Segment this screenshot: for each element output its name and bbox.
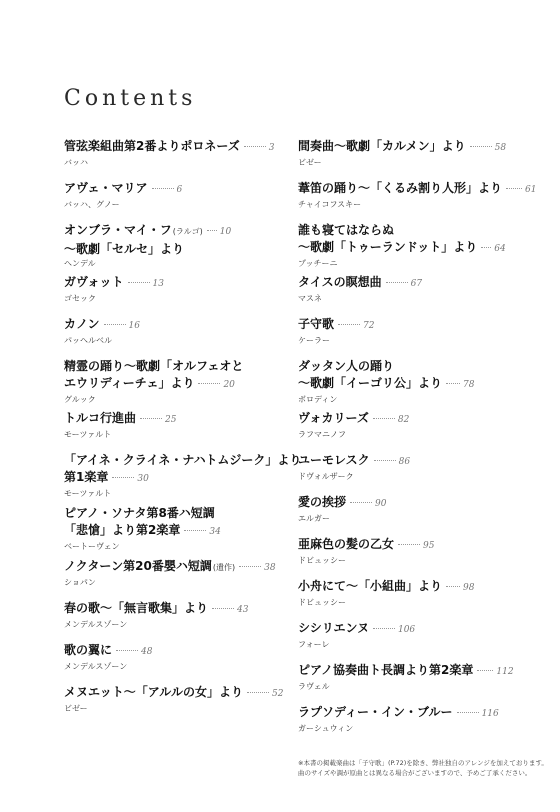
- composer-name: ドビュッシー: [298, 598, 346, 607]
- entry-title-line: [298, 452, 523, 471]
- entry-title-line: [64, 222, 279, 241]
- page-number: 106: [397, 625, 416, 635]
- entry-title-line: [298, 536, 523, 555]
- page-number: 13: [152, 279, 164, 289]
- composer-name: バッハ: [64, 158, 88, 167]
- leader-dots: [140, 418, 162, 419]
- composer-name: モーツァルト: [64, 489, 112, 498]
- leader-dots: [477, 670, 493, 671]
- entry-title-line: [64, 558, 279, 577]
- toc-entry[interactable]: [64, 222, 279, 269]
- footnote-line: 曲のサイズや調が原曲とは異なる場合がございますので、予めご了承ください。: [298, 769, 532, 777]
- entry-title: エウリディーチェ」より: [64, 376, 195, 390]
- composer-name: ボロディン: [298, 395, 338, 404]
- entry-title: ～歌劇「トゥーランドット」より: [298, 240, 478, 254]
- entry-title: 管弦楽組曲第2番よりポロネーズ: [64, 139, 240, 153]
- entry-title: オンブラ・マイ・フ: [64, 223, 172, 237]
- entry-title: アヴェ・マリア: [64, 181, 148, 195]
- entry-title: 第1楽章: [64, 470, 109, 484]
- page-number: 20: [223, 380, 235, 390]
- toc-entry[interactable]: [64, 642, 279, 672]
- entry-title-line: [64, 274, 279, 293]
- entry-title: 間奏曲～歌劇「カルメン」より: [298, 139, 466, 153]
- leader-dots: [446, 383, 460, 384]
- leader-dots: [212, 608, 234, 609]
- entry-title: ダッタン人の踊り: [298, 359, 395, 373]
- entry-title: 春の歌～「無言歌集」より: [64, 601, 209, 615]
- entry-note: (遺作): [212, 563, 236, 572]
- leader-dots: [152, 188, 174, 189]
- leader-dots: [116, 650, 138, 651]
- entry-title-line: [64, 522, 279, 541]
- composer-name: パッヘルベル: [64, 336, 112, 345]
- entry-title: 誰も寝てはならぬ: [298, 223, 395, 237]
- composer-name: ドヴォルザーク: [298, 472, 354, 481]
- entry-title-line: [64, 642, 279, 661]
- composer-name: プッチーニ: [298, 259, 338, 268]
- toc-entry[interactable]: [64, 558, 279, 588]
- entry-title-line: [64, 180, 279, 199]
- entry-title-line: [298, 316, 523, 335]
- entry-title: 子守歌: [298, 317, 335, 331]
- composer-name: フォーレ: [298, 640, 330, 649]
- entry-title: ユーモレスク: [298, 453, 370, 467]
- composer-name: ヘンデル: [64, 259, 96, 268]
- entry-title-line: [64, 358, 279, 375]
- composer-name: メンデルスゾーン: [64, 662, 128, 671]
- composer-name: グルック: [64, 395, 96, 404]
- page-number: 52: [271, 689, 284, 699]
- leader-dots: [239, 566, 261, 567]
- toc-entry[interactable]: [298, 274, 523, 304]
- composer-name: ガーシュウィン: [298, 724, 354, 733]
- entry-title: 精霊の踊り～歌劇「オルフェオと: [64, 359, 244, 373]
- entry-title-line: [298, 494, 523, 513]
- page-number: 98: [463, 583, 475, 593]
- entry-title-line: [64, 505, 279, 522]
- leader-dots: [112, 477, 134, 478]
- entry-title: 歌の翼に: [64, 643, 113, 657]
- composer-name: ドビュッシー: [298, 556, 346, 565]
- entry-title-line: [64, 316, 279, 335]
- entry-title: ピアノ・ソナタ第8番ハ短調: [64, 506, 215, 520]
- entry-title: タイスの瞑想曲: [298, 275, 382, 289]
- entry-title-line: [64, 375, 279, 394]
- entry-title: ガヴォット: [64, 275, 124, 289]
- entry-title: 葦笛の踊り～「くるみ割り人形」より: [298, 181, 503, 195]
- page-number: 95: [423, 541, 435, 551]
- toc-entry[interactable]: [64, 452, 302, 499]
- leader-dots: [481, 247, 491, 248]
- entry-title: ノクターン第20番嬰ハ短調: [64, 559, 212, 573]
- page-number: 82: [397, 415, 410, 425]
- footnote-line: ※本書の掲載楽曲は「子守歌」(P.72)を除き、弊社独自のアレンジを加えております。: [298, 759, 548, 767]
- page-number: 64: [494, 244, 506, 254]
- entry-title-line: [298, 222, 523, 239]
- entry-title: 小舟にて～「小組曲」より: [298, 579, 443, 593]
- composer-name: ショパン: [64, 578, 96, 587]
- page-number: 61: [525, 185, 537, 195]
- leader-dots: [457, 712, 479, 713]
- entry-note: (ラルゴ): [172, 227, 203, 236]
- page-number: 6: [176, 185, 183, 195]
- entry-title-line: [298, 274, 523, 293]
- toc-entry[interactable]: [298, 180, 537, 210]
- toc-entry[interactable]: [298, 316, 523, 346]
- page-number: 43: [237, 605, 249, 615]
- page-number: 48: [141, 647, 153, 657]
- page-number: 16: [128, 321, 140, 331]
- entry-title: 亜麻色の髪の乙女: [298, 537, 395, 551]
- page-number: 67: [410, 279, 423, 289]
- composer-name: チャイコフスキー: [298, 200, 362, 209]
- leader-dots: [386, 282, 408, 283]
- toc-entry[interactable]: [64, 505, 279, 552]
- entry-title-line: [298, 620, 523, 639]
- leader-dots: [350, 502, 372, 503]
- page-number: 58: [494, 143, 507, 153]
- entry-title: ピアノ協奏曲ト長調より第2楽章: [298, 663, 474, 677]
- page-number: 25: [165, 415, 177, 425]
- toc-entry[interactable]: [64, 410, 279, 440]
- composer-name: マスネ: [298, 294, 322, 303]
- entry-title-line: [298, 180, 537, 199]
- toc-entry[interactable]: [64, 180, 279, 210]
- page-number: 86: [398, 457, 411, 467]
- leader-dots: [184, 530, 206, 531]
- toc-entry[interactable]: [64, 274, 279, 304]
- page-title: Contents: [64, 86, 197, 111]
- entry-title: ～歌劇「イーゴリ公」より: [298, 376, 443, 390]
- leader-dots: [470, 146, 492, 147]
- leader-dots: [104, 324, 126, 325]
- page-number: 78: [463, 380, 475, 390]
- leader-dots: [198, 383, 220, 384]
- toc-entry[interactable]: [64, 600, 279, 630]
- page-number: 90: [375, 499, 387, 509]
- page-number: 38: [264, 563, 276, 573]
- entry-title: 「アイネ・クライネ・ナハトムジーク」より: [64, 453, 302, 467]
- leader-dots: [373, 628, 395, 629]
- composer-name: バッハ、グノー: [64, 200, 120, 209]
- composer-name: ケーラー: [298, 336, 330, 345]
- page-number: 72: [363, 321, 375, 331]
- leader-dots: [398, 544, 420, 545]
- leader-dots: [338, 324, 360, 325]
- entry-title: 「悲愴」より第2楽章: [64, 523, 181, 537]
- footnote: [298, 758, 548, 778]
- leader-dots: [207, 230, 217, 231]
- leader-dots: [128, 282, 150, 283]
- toc-entry[interactable]: [64, 138, 279, 168]
- entry-title-line: [64, 469, 279, 488]
- toc-entry[interactable]: [298, 536, 523, 566]
- toc-entry[interactable]: [64, 358, 279, 405]
- entry-title-line: [64, 452, 302, 469]
- leader-dots: [506, 188, 522, 189]
- toc-entry[interactable]: [64, 684, 284, 714]
- entry-title-line: [64, 600, 279, 619]
- page-number: 112: [496, 667, 514, 677]
- page-number: 30: [137, 474, 149, 484]
- entry-title-line: [298, 358, 523, 375]
- entry-title-line: [64, 241, 279, 258]
- entry-title: メヌエット～「アルルの女」より: [64, 685, 243, 699]
- page-number: 10: [219, 227, 232, 237]
- entry-title-line: [298, 578, 523, 597]
- toc-entry[interactable]: [298, 410, 523, 440]
- entry-title: シシリエンヌ: [298, 621, 369, 635]
- page-number: 3: [268, 143, 275, 153]
- entry-title-line: [298, 662, 523, 681]
- composer-name: モーツァルト: [64, 430, 112, 439]
- toc-entry[interactable]: [298, 452, 523, 482]
- page-number: 34: [209, 527, 221, 537]
- entry-title-line: [298, 138, 523, 157]
- composer-name: エルガー: [298, 514, 330, 523]
- toc-entry[interactable]: [298, 138, 523, 168]
- composer-name: ベートーヴェン: [64, 542, 120, 551]
- entry-title: 愛の挨拶: [298, 495, 347, 509]
- toc-entry[interactable]: [298, 620, 523, 650]
- entry-title: ラプソディー・イン・ブルー: [298, 705, 453, 719]
- entry-title: ヴォカリーズ: [298, 411, 369, 425]
- entry-title: トルコ行進曲: [64, 411, 137, 425]
- composer-name: ラヴェル: [298, 682, 330, 691]
- entry-title: カノン: [64, 317, 100, 331]
- toc-entry[interactable]: [298, 222, 523, 269]
- leader-dots: [446, 586, 460, 587]
- entry-title-line: [64, 410, 279, 429]
- toc-entry[interactable]: [298, 494, 523, 524]
- page-number: 116: [481, 709, 499, 719]
- leader-dots: [247, 692, 269, 693]
- composer-name: ゴセック: [64, 294, 96, 303]
- toc-entry[interactable]: [298, 578, 523, 608]
- entry-title-line: [298, 239, 523, 258]
- leader-dots: [373, 418, 395, 419]
- toc-entry[interactable]: [298, 662, 523, 692]
- entry-title-line: [64, 138, 279, 157]
- composer-name: メンデルスゾーン: [64, 620, 128, 629]
- leader-dots: [244, 146, 266, 147]
- composer-name: ビゼー: [64, 704, 88, 713]
- entry-title-line: [298, 375, 523, 394]
- entry-title: ～歌劇「セルセ」より: [64, 242, 185, 256]
- entry-title-line: [298, 704, 523, 723]
- toc-entry[interactable]: [298, 704, 523, 734]
- entry-title-line: [298, 410, 523, 429]
- entry-title-line: [64, 684, 284, 703]
- composer-name: ラフマニノフ: [298, 430, 346, 439]
- leader-dots: [374, 460, 396, 461]
- toc-entry[interactable]: [64, 316, 279, 346]
- toc-entry[interactable]: [298, 358, 523, 405]
- composer-name: ビゼー: [298, 158, 322, 167]
